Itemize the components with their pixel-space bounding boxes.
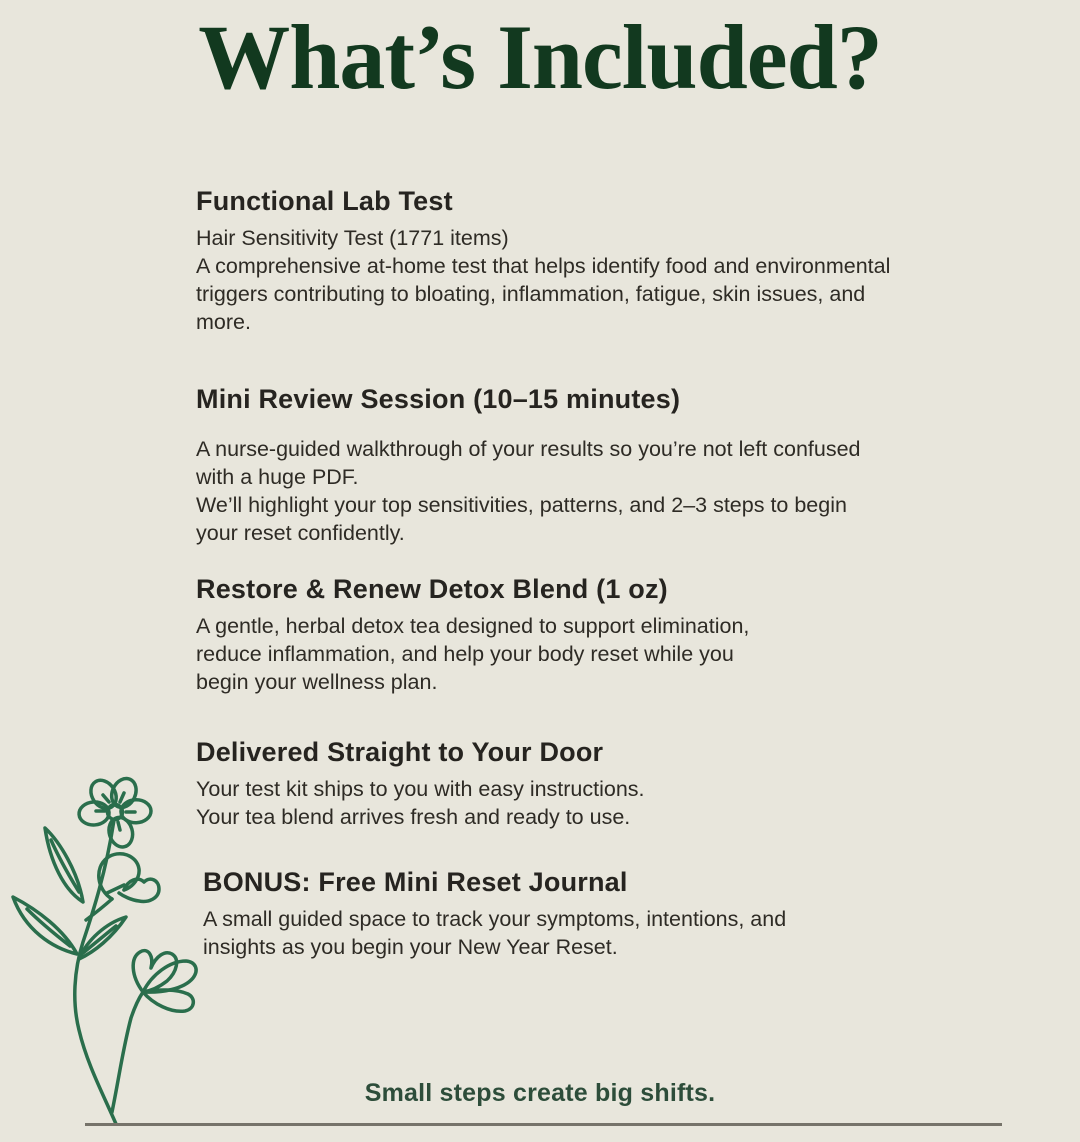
body-line: insights as you begin your New Year Reset. xyxy=(203,935,618,959)
section-bonus-journal xyxy=(203,867,1023,961)
section-1-heading: Functional Lab Test xyxy=(196,186,453,216)
body-line: A small guided space to track your symptoms, intentions, and xyxy=(203,907,787,931)
body-line: triggers contributing to bloating, inflammation, fatigue, skin issues, and xyxy=(196,282,866,306)
section-2-body xyxy=(196,422,1016,547)
body-line: We’ll highlight your top sensitivities, patterns, and 2–3 steps to begin xyxy=(196,493,847,517)
section-5-body xyxy=(203,905,1023,961)
bottom-rule xyxy=(85,1123,1002,1126)
section-3-body xyxy=(196,612,1016,696)
body-line: more. xyxy=(196,310,251,334)
body-line: Hair Sensitivity Test (1771 items) xyxy=(196,226,509,250)
body-line: A gentle, herbal detox tea designed to support elimination, xyxy=(196,614,750,638)
body-line: A nurse-guided walkthrough of your results so you’re not left confused xyxy=(196,437,861,461)
section-5-heading: BONUS: Free Mini Reset Journal xyxy=(203,867,628,897)
page-title: What’s Included? xyxy=(198,6,882,108)
section-mini-review-session xyxy=(196,384,1016,547)
section-1-body xyxy=(196,224,1016,336)
section-2-heading: Mini Review Session (10–15 minutes) xyxy=(196,384,681,414)
section-detox-blend xyxy=(196,574,1016,696)
body-line: with a huge PDF. xyxy=(196,465,359,489)
section-functional-lab-test xyxy=(196,186,1016,336)
body-line: A comprehensive at-home test that helps identify food and environmental xyxy=(196,254,891,278)
section-delivery xyxy=(196,737,1016,831)
body-line: begin your wellness plan. xyxy=(196,670,438,694)
body-line: Your test kit ships to you with easy instructions. xyxy=(196,777,645,801)
body-line: your reset confidently. xyxy=(196,521,405,545)
tagline: Small steps create big shifts. xyxy=(364,1079,716,1107)
section-4-heading: Delivered Straight to Your Door xyxy=(196,737,604,767)
body-line: Your tea blend arrives fresh and ready to use. xyxy=(196,805,631,829)
body-line: reduce inflammation, and help your body reset while you xyxy=(196,642,734,666)
section-4-body xyxy=(196,775,1016,831)
section-3-heading: Restore & Renew Detox Blend (1 oz) xyxy=(196,574,668,604)
